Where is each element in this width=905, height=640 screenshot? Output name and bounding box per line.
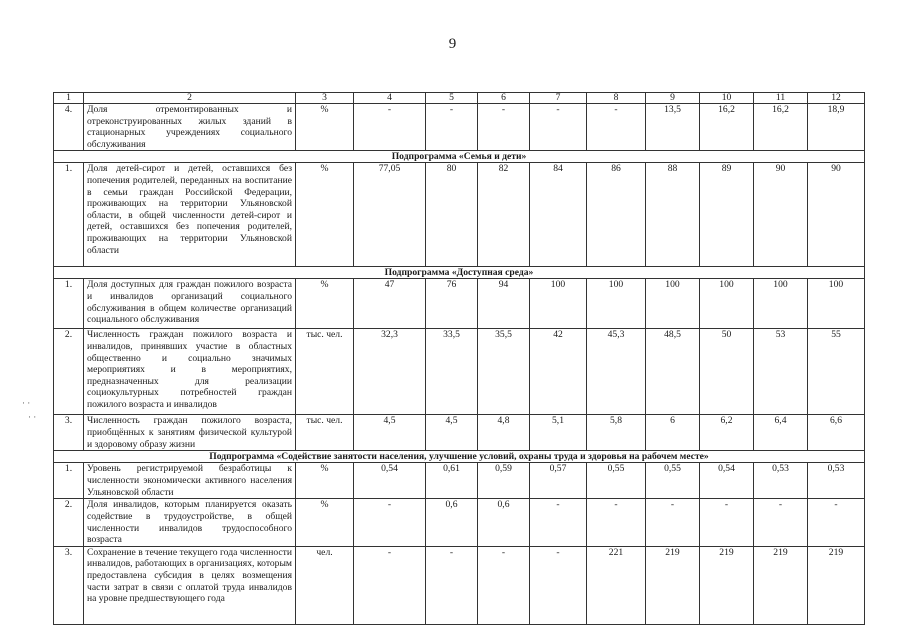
unit-cell: %: [296, 104, 354, 151]
value-cell: 0,6: [426, 499, 478, 546]
value-cell: 221: [587, 546, 646, 624]
value-cell: 100: [646, 279, 700, 329]
row-number: 2.: [54, 499, 84, 546]
value-cell: 55: [808, 329, 865, 415]
column-number: 12: [808, 93, 865, 104]
value-cell: 100: [754, 279, 808, 329]
value-cell: 6,6: [808, 415, 865, 451]
value-cell: 32,3: [354, 329, 426, 415]
value-cell: 6,2: [700, 415, 754, 451]
column-number: 4: [354, 93, 426, 104]
column-number: 7: [530, 93, 587, 104]
value-cell: 6,4: [754, 415, 808, 451]
unit-cell: %: [296, 463, 354, 499]
table-row: [54, 329, 865, 415]
value-cell: 219: [646, 546, 700, 624]
table-row: [54, 104, 865, 151]
indicator-name: Доля детей-сирот и детей, оставшихся без попечения родителей, переданных на воспитание в семьи граждан Российской Федерации, проживающих на территории Ульяновской области, в общей численности детей-сирот и детей, оставшихся без попечения родителей, проживающих на территории Ульяновской области: [84, 163, 296, 267]
value-cell: -: [354, 546, 426, 624]
value-cell: -: [530, 104, 587, 151]
page-number: 9: [448, 36, 457, 52]
table-row: [54, 163, 865, 267]
value-cell: 33,5: [426, 329, 478, 415]
column-number: 2: [84, 93, 296, 104]
value-cell: 100: [530, 279, 587, 329]
value-cell: 219: [700, 546, 754, 624]
value-cell: 16,2: [700, 104, 754, 151]
value-cell: 18,9: [808, 104, 865, 151]
value-cell: -: [808, 499, 865, 546]
subprogram-header-row: [54, 267, 865, 279]
unit-cell: тыс. чел.: [296, 415, 354, 451]
column-number: 6: [478, 93, 530, 104]
value-cell: 4,5: [426, 415, 478, 451]
value-cell: 5,8: [587, 415, 646, 451]
value-cell: 219: [808, 546, 865, 624]
margin-mark: · ·: [22, 398, 31, 408]
table-row: [54, 499, 865, 546]
value-cell: 47: [354, 279, 426, 329]
value-cell: 0,53: [754, 463, 808, 499]
row-number: 3.: [54, 415, 84, 451]
value-cell: -: [478, 104, 530, 151]
subprogram-title: Подпрограмма «Доступная среда»: [54, 267, 865, 279]
row-number: 3.: [54, 546, 84, 624]
value-cell: -: [754, 499, 808, 546]
value-cell: 76: [426, 279, 478, 329]
table-row: [54, 415, 865, 451]
value-cell: -: [587, 499, 646, 546]
value-cell: 100: [700, 279, 754, 329]
value-cell: 90: [754, 163, 808, 267]
column-number: 10: [700, 93, 754, 104]
subprogram-header-row: [54, 451, 865, 463]
column-number: 3: [296, 93, 354, 104]
value-cell: 16,2: [754, 104, 808, 151]
unit-cell: %: [296, 163, 354, 267]
value-cell: -: [354, 104, 426, 151]
column-number-row: [54, 93, 865, 104]
value-cell: 48,5: [646, 329, 700, 415]
value-cell: 219: [754, 546, 808, 624]
table-row: [54, 463, 865, 499]
table-row: [54, 546, 865, 624]
value-cell: 0,61: [426, 463, 478, 499]
row-number: 1.: [54, 279, 84, 329]
indicators-table: [53, 92, 865, 625]
value-cell: -: [354, 499, 426, 546]
unit-cell: тыс. чел.: [296, 329, 354, 415]
value-cell: -: [426, 104, 478, 151]
unit-cell: %: [296, 279, 354, 329]
value-cell: 4,5: [354, 415, 426, 451]
indicator-name: Доля инвалидов, которым планируется оказать содействие в трудоустройстве, в общей численности инвалидов трудоспособного возраста: [84, 499, 296, 546]
column-number: 5: [426, 93, 478, 104]
value-cell: 89: [700, 163, 754, 267]
indicator-name: Доля отремонтированных и отреконструированных жилых зданий в стационарных учреждениях социального обслуживания: [84, 104, 296, 151]
value-cell: 0,6: [478, 499, 530, 546]
table-body: [54, 93, 865, 625]
value-cell: 42: [530, 329, 587, 415]
value-cell: 88: [646, 163, 700, 267]
value-cell: 90: [808, 163, 865, 267]
margin-mark: · ·: [28, 412, 37, 422]
row-number: 2.: [54, 329, 84, 415]
value-cell: 0,57: [530, 463, 587, 499]
value-cell: 13,5: [646, 104, 700, 151]
column-number: 1: [54, 93, 84, 104]
column-number: 9: [646, 93, 700, 104]
column-number: 11: [754, 93, 808, 104]
value-cell: -: [530, 499, 587, 546]
unit-cell: чел.: [296, 546, 354, 624]
value-cell: 94: [478, 279, 530, 329]
value-cell: 4,8: [478, 415, 530, 451]
value-cell: 0,53: [808, 463, 865, 499]
row-number: 1.: [54, 163, 84, 267]
subprogram-title: Подпрограмма «Семья и дети»: [54, 151, 865, 163]
value-cell: 45,3: [587, 329, 646, 415]
value-cell: 100: [587, 279, 646, 329]
value-cell: 50: [700, 329, 754, 415]
row-number: 1.: [54, 463, 84, 499]
value-cell: 35,5: [478, 329, 530, 415]
value-cell: -: [530, 546, 587, 624]
value-cell: 82: [478, 163, 530, 267]
value-cell: -: [426, 546, 478, 624]
value-cell: 0,54: [354, 463, 426, 499]
value-cell: 80: [426, 163, 478, 267]
value-cell: 86: [587, 163, 646, 267]
value-cell: 53: [754, 329, 808, 415]
value-cell: 84: [530, 163, 587, 267]
value-cell: 0,54: [700, 463, 754, 499]
value-cell: 0,59: [478, 463, 530, 499]
value-cell: 100: [808, 279, 865, 329]
column-number: 8: [587, 93, 646, 104]
table-row: [54, 279, 865, 329]
subprogram-title: Подпрограмма «Содействие занятости населения, улучшение условий, охраны труда и здоровья на рабочем месте»: [54, 451, 865, 463]
indicator-name: Численность граждан пожилого возраста и инвалидов, принявших участие в областных общественно и социально значимых мероприятиях и в мероприятиях, предназначенных для реализации социокультурных потребностей граждан пожилого возраста и инвалидов: [84, 329, 296, 415]
row-number: 4.: [54, 104, 84, 151]
value-cell: 6: [646, 415, 700, 451]
subprogram-header-row: [54, 151, 865, 163]
value-cell: -: [587, 104, 646, 151]
value-cell: 77,05: [354, 163, 426, 267]
value-cell: -: [646, 499, 700, 546]
indicator-name: Численность граждан пожилого возраста, приобщённых к занятиям физической культурой и здоровому образу жизни: [84, 415, 296, 451]
indicator-name: Уровень регистрируемой безработицы к численности экономически активного населения Ульяновской области: [84, 463, 296, 499]
indicator-name: Сохранение в течение текущего года численности инвалидов, работающих в организациях, которым предоставлена субсидия в целях возмещения части затрат в связи с оплатой труда инвалидов на уровне предшествующего года: [84, 546, 296, 624]
value-cell: -: [700, 499, 754, 546]
unit-cell: %: [296, 499, 354, 546]
value-cell: 0,55: [646, 463, 700, 499]
value-cell: 5,1: [530, 415, 587, 451]
indicator-name: Доля доступных для граждан пожилого возраста и инвалидов организаций социального обслуживания в общем количестве организаций социального обслуживания: [84, 279, 296, 329]
value-cell: -: [478, 546, 530, 624]
value-cell: 0,55: [587, 463, 646, 499]
